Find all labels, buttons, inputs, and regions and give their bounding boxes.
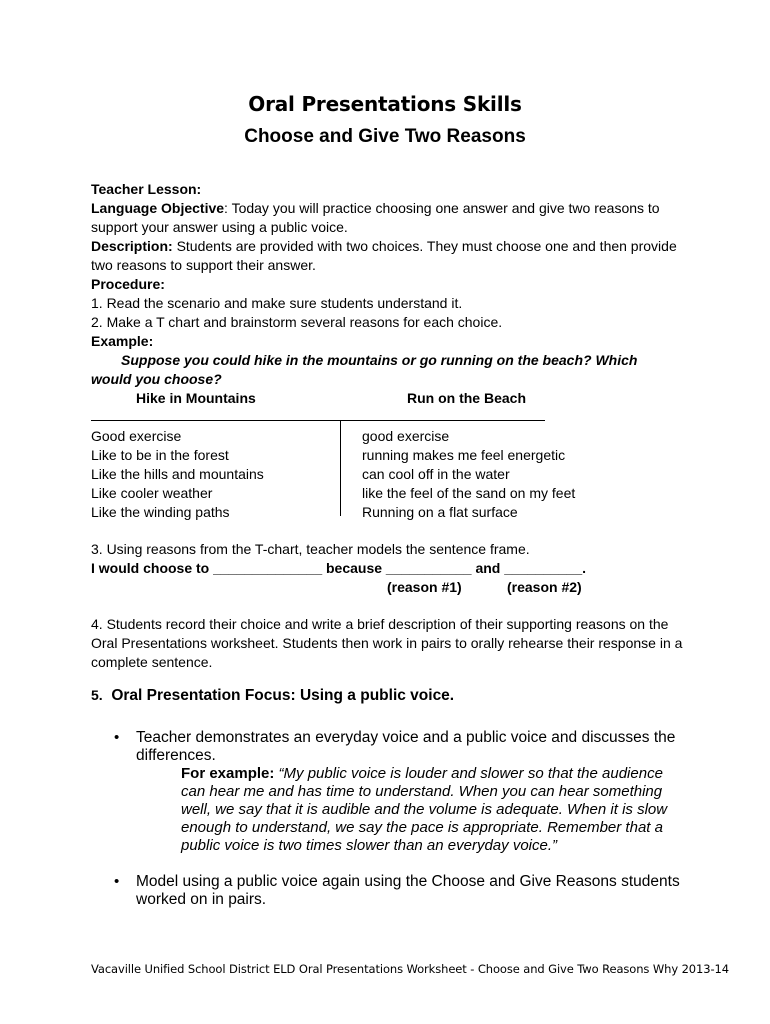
- step-4-line-1: 4. Students record their choice and write a brief description of their supporting reasons on the: [91, 616, 669, 632]
- bullet-icon: •: [114, 873, 120, 890]
- step-4-line-3: complete sentence.: [91, 654, 213, 670]
- tchart-right-item: running makes me feel energetic: [362, 447, 566, 463]
- example-quote-line-3: well, we say that it is audible and the volume is adequate. When it is slow: [181, 801, 668, 818]
- procedure-step-1: 1. Read the scenario and make sure students understand it.: [91, 295, 463, 311]
- step-5-number: 5.: [91, 687, 103, 703]
- tchart-left-item: Like the winding paths: [91, 504, 230, 520]
- bullet-2-line-1: Model using a public voice again using the Choose and Give Reasons students: [136, 873, 680, 890]
- procedure-step-2: 2. Make a T chart and brainstorm several reasons for each choice.: [91, 314, 503, 330]
- description-line-1: [91, 237, 677, 256]
- bullet-1-line-2: differences.: [136, 747, 216, 764]
- procedure-label: Procedure:: [91, 276, 165, 292]
- bullet-icon: •: [114, 729, 120, 746]
- objective-text-2: support your answer using a public voice.: [91, 219, 348, 235]
- reason-2-label: (reason #2): [507, 579, 582, 595]
- bullet-2-line-2: worked on in pairs.: [136, 891, 267, 908]
- description-label: Description:: [91, 238, 173, 254]
- example-quote-text-1: “My public voice is louder and slower so that the audience: [274, 765, 663, 782]
- tchart-horizontal-line: [91, 420, 545, 421]
- bullet-1-line-1: Teacher demonstrates an everyday voice and a public voice and discusses the: [136, 729, 676, 746]
- example-quote-line-1: [181, 765, 663, 783]
- example-quote-line-5: public voice is two times slower than an everyday voice.”: [181, 837, 557, 854]
- step-3-text: 3. Using reasons from the T-chart, teacher models the sentence frame.: [91, 541, 530, 557]
- step-5-heading-text: Oral Presentation Focus: Using a public voice.: [111, 687, 455, 704]
- tchart-vertical-line: [340, 420, 341, 516]
- for-example-label: For example:: [181, 765, 275, 782]
- teacher-lesson-heading: Teacher Lesson:: [91, 181, 202, 197]
- objective-line-1: [91, 199, 660, 218]
- description-text-1: Students are provided with two choices. They must choose one and then provide: [172, 238, 677, 254]
- tchart-right-item: can cool off in the water: [362, 466, 510, 482]
- page-subtitle: Choose and Give Two Reasons: [244, 126, 526, 147]
- step-4-line-2: Oral Presentations worksheet. Students then work in pairs to orally rehearse their response in a: [91, 635, 683, 651]
- example-quote-line-2: can hear me and has time to understand. When you can hear something: [181, 783, 663, 800]
- tchart-left-item: Good exercise: [91, 428, 182, 444]
- objective-text-1: : Today you will practice choosing one answer and give two reasons to: [224, 200, 660, 216]
- tchart-right-header: Run on the Beach: [407, 390, 527, 406]
- tchart-left-item: Like the hills and mountains: [91, 466, 264, 482]
- example-question-2: would you choose?: [91, 371, 222, 387]
- tchart-right-item: good exercise: [362, 428, 450, 444]
- tchart-right-item: Running on a flat surface: [362, 504, 518, 520]
- example-question-1: Suppose you could hike in the mountains or go running on the beach? Which: [121, 352, 638, 368]
- example-quote-line-4: enough to understand, we say the pace is appropriate. Remember that a: [181, 819, 663, 836]
- example-label: Example:: [91, 333, 154, 349]
- tchart-left-item: Like to be in the forest: [91, 447, 229, 463]
- description-text-2: two reasons to support their answer.: [91, 257, 316, 273]
- sentence-frame: I would choose to ______________ because ___________ and __________.: [91, 560, 586, 576]
- tchart-right-item: like the feel of the sand on my feet: [362, 485, 576, 501]
- reason-1-label: (reason #1): [387, 579, 462, 595]
- objective-label: Language Objective: [91, 200, 225, 216]
- step-5-heading: [91, 687, 454, 705]
- tchart-left-item: Like cooler weather: [91, 485, 213, 501]
- page-footer: Vacaville Unified School District ELD Oral Presentations Worksheet - Choose and Give Two Reasons Why 2013-14: [91, 962, 729, 976]
- tchart-left-header: Hike in Mountains: [136, 390, 256, 406]
- page-title: Oral Presentations Skills: [248, 92, 522, 116]
